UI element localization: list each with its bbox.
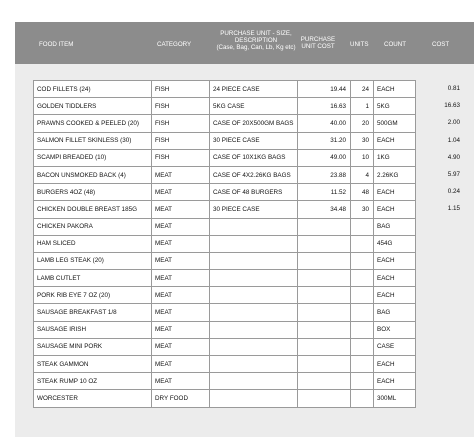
cell-unit-cost[interactable]: 34.48 [298, 201, 351, 218]
cell-unit-cost[interactable]: 23.88 [298, 166, 351, 183]
cell-count[interactable]: EACH [374, 252, 416, 269]
header-units: UNITS [350, 41, 369, 48]
header-cost: COST [432, 41, 450, 48]
cell-purchase-unit[interactable]: CASE OF 20X500GM BAGS [210, 115, 298, 132]
cell-count[interactable]: EACH [374, 287, 416, 304]
cell-units[interactable] [351, 373, 374, 390]
cell-units[interactable]: 1 [351, 98, 374, 115]
cell-units[interactable]: 24 [351, 81, 374, 98]
table-row [34, 132, 416, 149]
cost-value: 4.90 [447, 153, 460, 161]
cell-count[interactable]: EACH [374, 201, 416, 218]
cell-units[interactable] [351, 235, 374, 252]
cell-food-item[interactable]: WORCESTER [34, 390, 152, 407]
cell-count[interactable]: CASE [374, 338, 416, 355]
cell-category[interactable]: MEAT [152, 252, 210, 269]
table-row [34, 390, 416, 407]
cell-category[interactable]: MEAT [152, 356, 210, 373]
header-purchase-unit-title: PURCHASE UNIT - SIZE, DESCRIPTION [220, 30, 292, 44]
cell-unit-cost[interactable]: 31.20 [298, 132, 351, 149]
cell-category[interactable]: FISH [152, 149, 210, 166]
cell-purchase-unit[interactable] [210, 235, 298, 252]
cell-units[interactable] [351, 287, 374, 304]
cost-value: 16.63 [444, 102, 460, 110]
cell-purchase-unit[interactable]: 5KG CASE [210, 98, 298, 115]
cell-units[interactable] [351, 338, 374, 355]
cell-units[interactable]: 20 [351, 115, 374, 132]
cell-units[interactable] [351, 252, 374, 269]
cell-purchase-unit[interactable] [210, 252, 298, 269]
cell-category[interactable]: MEAT [152, 184, 210, 201]
table-row [34, 356, 416, 373]
cell-count[interactable]: BAG [374, 304, 416, 321]
cell-food-item[interactable]: LAMB CUTLET [34, 270, 152, 287]
cell-food-item[interactable]: SCAMPI BREADED (10) [34, 149, 152, 166]
table-row [34, 81, 416, 98]
cell-food-item[interactable]: BACON UNSMOKED BACK (4) [34, 166, 152, 183]
cell-purchase-unit[interactable]: CASE OF 4X2.26KG BAGS [210, 166, 298, 183]
table-row [34, 201, 416, 218]
cell-category[interactable]: MEAT [152, 235, 210, 252]
table-rows [34, 81, 416, 408]
cell-food-item[interactable]: LAMB LEG STEAK (20) [34, 252, 152, 269]
cell-unit-cost[interactable] [298, 287, 351, 304]
cell-food-item[interactable]: SAUSAGE BREAKFAST 1/8 [34, 304, 152, 321]
table-row [34, 184, 416, 201]
header-purchase-unit-cost: PURCHASE UNIT COST [300, 36, 336, 50]
cost-value: 1.04 [447, 136, 460, 144]
cell-purchase-unit[interactable]: 30 PIECE CASE [210, 132, 298, 149]
cell-category[interactable]: MEAT [152, 287, 210, 304]
header-category: CATEGORY [157, 41, 192, 48]
cell-units[interactable] [351, 356, 374, 373]
cell-count[interactable]: 500GM [374, 115, 416, 132]
table-row [34, 270, 416, 287]
cell-unit-cost[interactable]: 11.52 [298, 184, 351, 201]
cell-count[interactable]: EACH [374, 356, 416, 373]
cell-units[interactable]: 4 [351, 166, 374, 183]
cell-category[interactable]: MEAT [152, 166, 210, 183]
cell-unit-cost[interactable] [298, 304, 351, 321]
cell-category[interactable]: FISH [152, 115, 210, 132]
cell-purchase-unit[interactable] [210, 304, 298, 321]
cell-food-item[interactable]: PORK RIB EYE 7 OZ (20) [34, 287, 152, 304]
cell-count[interactable]: EACH [374, 184, 416, 201]
cell-unit-cost[interactable] [298, 218, 351, 235]
cell-unit-cost[interactable] [298, 390, 351, 407]
cell-purchase-unit[interactable] [210, 218, 298, 235]
cell-purchase-unit[interactable] [210, 338, 298, 355]
cell-units[interactable]: 30 [351, 132, 374, 149]
cell-food-item[interactable]: BURGERS 4OZ (48) [34, 184, 152, 201]
cell-purchase-unit[interactable]: CASE OF 10X1KG BAGS [210, 149, 298, 166]
cell-purchase-unit[interactable] [210, 287, 298, 304]
cost-value: 0.81 [447, 85, 460, 92]
cell-category[interactable]: MEAT [152, 218, 210, 235]
cell-count[interactable]: EACH [374, 132, 416, 149]
table-row [34, 287, 416, 304]
cost-value: 1.15 [447, 205, 460, 213]
cell-purchase-unit[interactable] [210, 373, 298, 390]
table-row [34, 115, 416, 132]
cell-category[interactable]: DRY FOOD [152, 390, 210, 407]
table-row [34, 218, 416, 235]
cell-purchase-unit[interactable] [210, 270, 298, 287]
cell-food-item[interactable]: GOLDEN TIDDLERS [34, 98, 152, 115]
cell-units[interactable]: 30 [351, 201, 374, 218]
cell-units[interactable] [351, 218, 374, 235]
table-row [34, 304, 416, 321]
cell-unit-cost[interactable] [298, 338, 351, 355]
cell-unit-cost[interactable] [298, 321, 351, 338]
cell-food-item[interactable]: STEAK GAMMON [34, 356, 152, 373]
cell-unit-cost[interactable]: 49.00 [298, 149, 351, 166]
cell-units[interactable]: 10 [351, 149, 374, 166]
cell-food-item[interactable]: SALMON FILLET SKINLESS (30) [34, 132, 152, 149]
cell-unit-cost[interactable] [298, 373, 351, 390]
cell-category[interactable]: MEAT [152, 321, 210, 338]
cell-count[interactable]: 300ML [374, 390, 416, 407]
cell-food-item[interactable]: CHICKEN PAKORA [34, 218, 152, 235]
header-purchase-unit [216, 30, 296, 51]
cell-food-item[interactable]: STEAK RUMP 10 OZ [34, 373, 152, 390]
cell-count[interactable]: EACH [374, 373, 416, 390]
food-cost-table [33, 80, 416, 408]
cell-unit-cost[interactable] [298, 356, 351, 373]
cell-unit-cost[interactable]: 19.44 [298, 81, 351, 98]
cell-category[interactable]: FISH [152, 132, 210, 149]
cost-value: 5.97 [447, 170, 460, 178]
table-row [34, 373, 416, 390]
cell-unit-cost[interactable]: 40.00 [298, 115, 351, 132]
table-row [34, 338, 416, 355]
header-purchase-unit-subtitle: (Case, Bag, Can, Lb, Kg etc) [216, 44, 296, 51]
cost-column [400, 80, 460, 218]
header-food-item: FOOD ITEM [39, 41, 74, 48]
table-row [34, 321, 416, 338]
cell-count[interactable]: 454G [374, 235, 416, 252]
table-row [34, 252, 416, 269]
cell-units[interactable] [351, 390, 374, 407]
cell-category[interactable]: MEAT [152, 304, 210, 321]
cell-food-item[interactable]: SAUSAGE MINI PORK [34, 338, 152, 355]
cost-value: 0.24 [447, 188, 460, 196]
cell-food-item[interactable]: COD FILLETS (24) [34, 81, 152, 98]
cell-food-item[interactable]: SAUSAGE IRISH [34, 321, 152, 338]
cost-value: 2.00 [447, 119, 460, 127]
cell-count[interactable]: 5KG [374, 98, 416, 115]
cell-food-item[interactable]: HAM SLICED [34, 235, 152, 252]
table-row [34, 166, 416, 183]
cell-units[interactable]: 48 [351, 184, 374, 201]
table-row [34, 235, 416, 252]
cell-purchase-unit[interactable]: CASE OF 48 BURGERS [210, 184, 298, 201]
cell-purchase-unit[interactable]: 24 PIECE CASE [210, 81, 298, 98]
cell-unit-cost[interactable]: 16.63 [298, 98, 351, 115]
cell-category[interactable]: MEAT [152, 201, 210, 218]
cell-food-item[interactable]: PRAWNS COOKED & PEELED (20) [34, 115, 152, 132]
cell-count[interactable]: BAG [374, 218, 416, 235]
header-count: COUNT [384, 41, 406, 48]
cell-purchase-unit[interactable] [210, 321, 298, 338]
cell-units[interactable] [351, 321, 374, 338]
cell-count[interactable]: EACH [374, 270, 416, 287]
cell-count[interactable]: BOX [374, 321, 416, 338]
cell-category[interactable]: MEAT [152, 338, 210, 355]
cell-food-item[interactable]: CHICKEN DOUBLE BREAST 185G [34, 201, 152, 218]
cell-count[interactable]: 2.26KG [374, 166, 416, 183]
cell-category[interactable]: MEAT [152, 270, 210, 287]
cell-unit-cost[interactable] [298, 252, 351, 269]
cell-unit-cost[interactable] [298, 235, 351, 252]
cell-category[interactable]: FISH [152, 81, 210, 98]
cell-category[interactable]: FISH [152, 98, 210, 115]
cell-units[interactable] [351, 304, 374, 321]
cell-count[interactable]: 1KG [374, 149, 416, 166]
cell-category[interactable]: MEAT [152, 373, 210, 390]
table-row [34, 149, 416, 166]
table-row [34, 98, 416, 115]
cell-count[interactable]: EACH [374, 81, 416, 98]
cell-purchase-unit[interactable] [210, 390, 298, 407]
cell-unit-cost[interactable] [298, 270, 351, 287]
cell-units[interactable] [351, 270, 374, 287]
cell-purchase-unit[interactable] [210, 356, 298, 373]
cell-purchase-unit[interactable]: 30 PIECE CASE [210, 201, 298, 218]
